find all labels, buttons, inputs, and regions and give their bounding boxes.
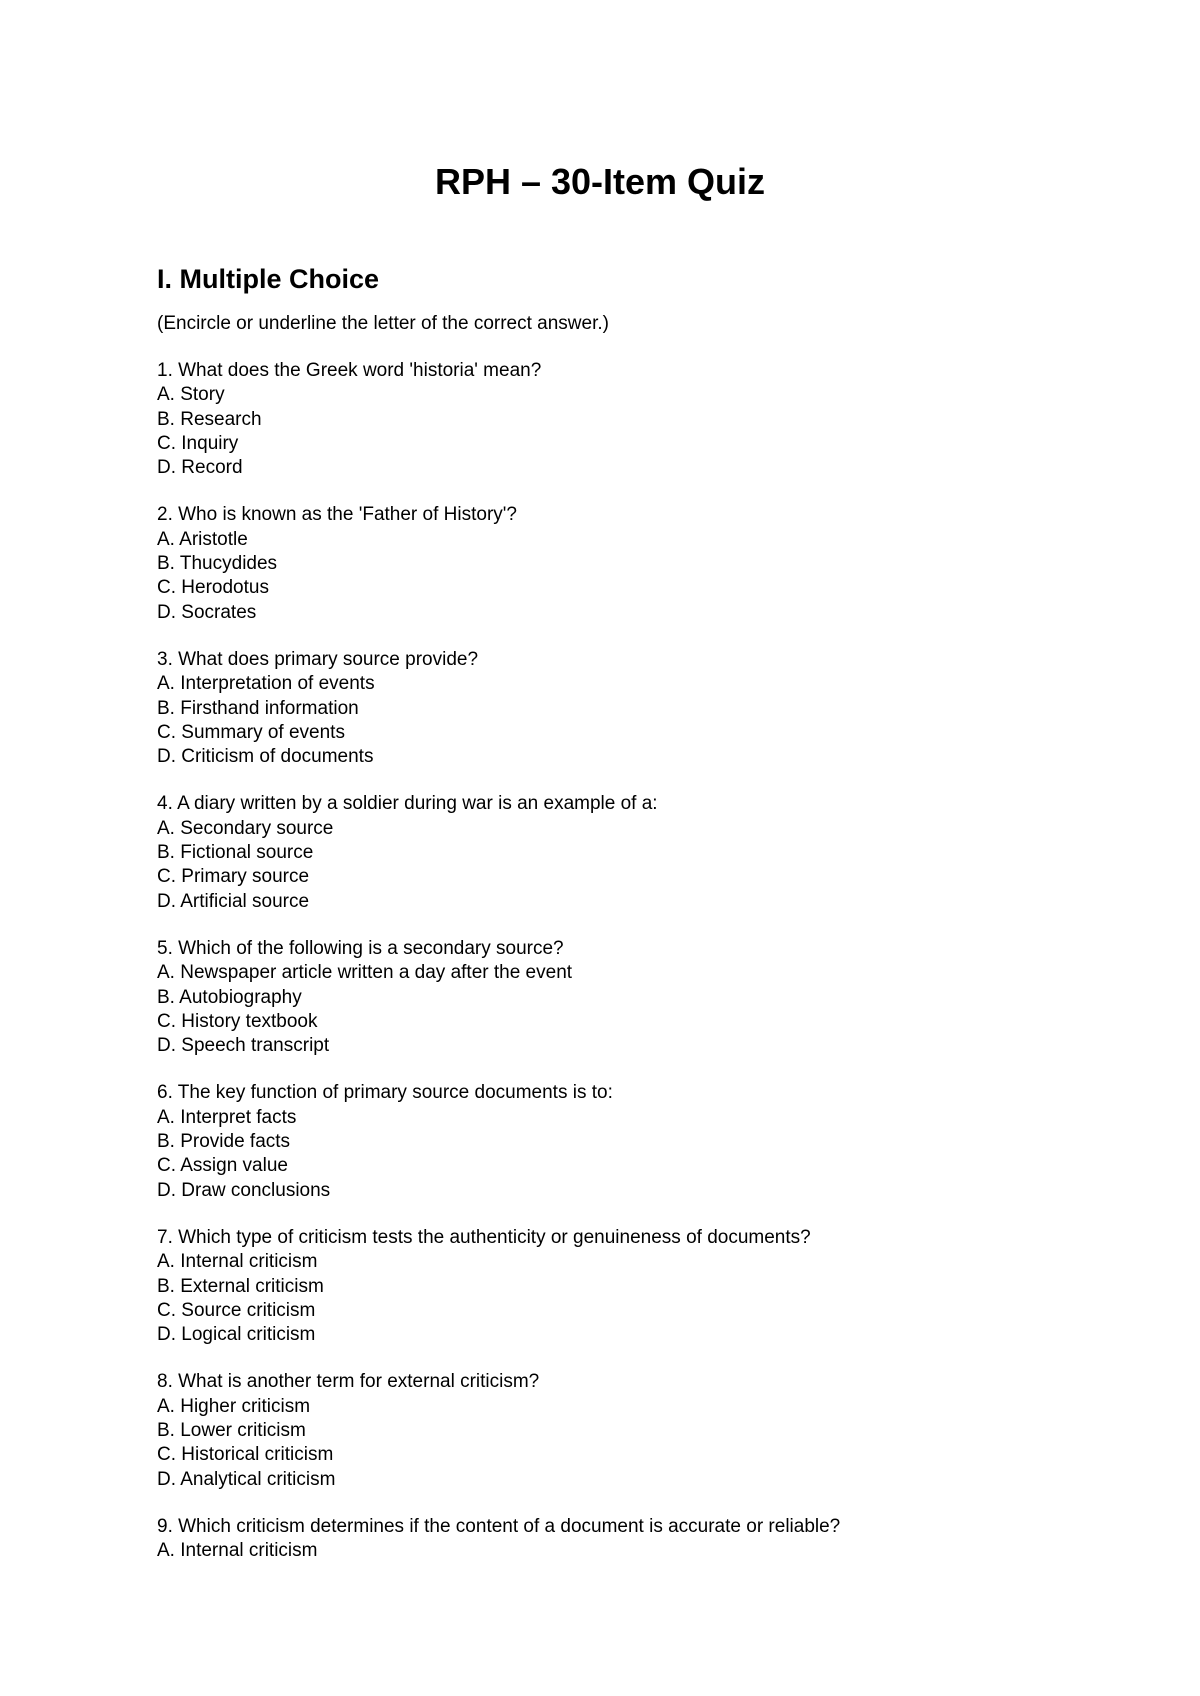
answer-option: C. Summary of events bbox=[157, 721, 345, 743]
answer-option: A. Secondary source bbox=[157, 817, 334, 839]
question-stem: 8. What is another term for external criticism? bbox=[157, 1371, 540, 1393]
answer-option: A. Higher criticism bbox=[157, 1395, 311, 1417]
answer-option: B. Firsthand information bbox=[157, 697, 359, 719]
question-4 bbox=[157, 792, 1117, 913]
answer-option: D. Socrates bbox=[157, 601, 257, 623]
question-stem: 6. The key function of primary source documents is to: bbox=[157, 1082, 613, 1104]
question-9 bbox=[157, 1515, 1117, 1564]
question-3 bbox=[157, 648, 1117, 769]
section-heading: I. Multiple Choice bbox=[157, 264, 380, 294]
answer-option: D. Analytical criticism bbox=[157, 1468, 336, 1490]
question-stem: 9. Which criticism determines if the content of a document is accurate or reliable? bbox=[157, 1515, 841, 1537]
question-2 bbox=[157, 503, 1117, 624]
question-stem: 4. A diary written by a soldier during war is an example of a: bbox=[157, 793, 658, 815]
answer-option: A. Newspaper article written a day after the event bbox=[157, 962, 573, 984]
answer-option: D. Criticism of documents bbox=[157, 746, 374, 768]
question-1 bbox=[157, 359, 1117, 480]
question-8 bbox=[157, 1370, 1117, 1491]
question-stem: 3. What does primary source provide? bbox=[157, 648, 479, 670]
question-7 bbox=[157, 1226, 1117, 1347]
document-body bbox=[157, 262, 1117, 1563]
answer-option: A. Story bbox=[157, 384, 225, 406]
answer-option: D. Draw conclusions bbox=[157, 1179, 331, 1201]
question-stem: 2. Who is known as the 'Father of History'? bbox=[157, 504, 517, 526]
answer-option: C. Source criticism bbox=[157, 1299, 316, 1321]
answer-option: D. Artificial source bbox=[157, 890, 310, 912]
answer-option: B. Research bbox=[157, 408, 262, 430]
answer-option: A. Internal criticism bbox=[157, 1540, 318, 1562]
answer-option: D. Logical criticism bbox=[157, 1324, 316, 1346]
page-title: RPH – 30-Item Quiz bbox=[434, 161, 766, 202]
section-instructions: (Encircle or underline the letter of the correct answer.) bbox=[157, 313, 609, 334]
answer-option: B. Lower criticism bbox=[157, 1419, 306, 1441]
question-stem: 7. Which type of criticism tests the authenticity or genuineness of documents? bbox=[157, 1226, 811, 1248]
question-stem: 5. Which of the following is a secondary source? bbox=[157, 937, 564, 959]
answer-option: C. Historical criticism bbox=[157, 1444, 334, 1466]
answer-option: B. External criticism bbox=[157, 1275, 324, 1297]
answer-option: B. Fictional source bbox=[157, 842, 314, 864]
question-stem: 1. What does the Greek word 'historia' mean? bbox=[157, 360, 542, 381]
answer-option: A. Interpretation of events bbox=[157, 673, 375, 695]
answer-option: C. Inquiry bbox=[157, 432, 239, 454]
answer-option: D. Speech transcript bbox=[157, 1035, 330, 1057]
answer-option: B. Autobiography bbox=[157, 986, 302, 1008]
question-5 bbox=[157, 937, 1117, 1058]
answer-option: C. History textbook bbox=[157, 1010, 318, 1032]
answer-option: D. Record bbox=[157, 457, 243, 479]
answer-option: C. Assign value bbox=[157, 1155, 288, 1177]
answer-option: A. Aristotle bbox=[157, 528, 248, 550]
question-6 bbox=[157, 1081, 1117, 1202]
answer-option: C. Herodotus bbox=[157, 577, 269, 599]
answer-option: B. Thucydides bbox=[157, 553, 278, 575]
answer-option: A. Internal criticism bbox=[157, 1251, 318, 1273]
answer-option: B. Provide facts bbox=[157, 1131, 291, 1153]
answer-option: A. Interpret facts bbox=[157, 1106, 297, 1128]
answer-option: C. Primary source bbox=[157, 866, 310, 888]
